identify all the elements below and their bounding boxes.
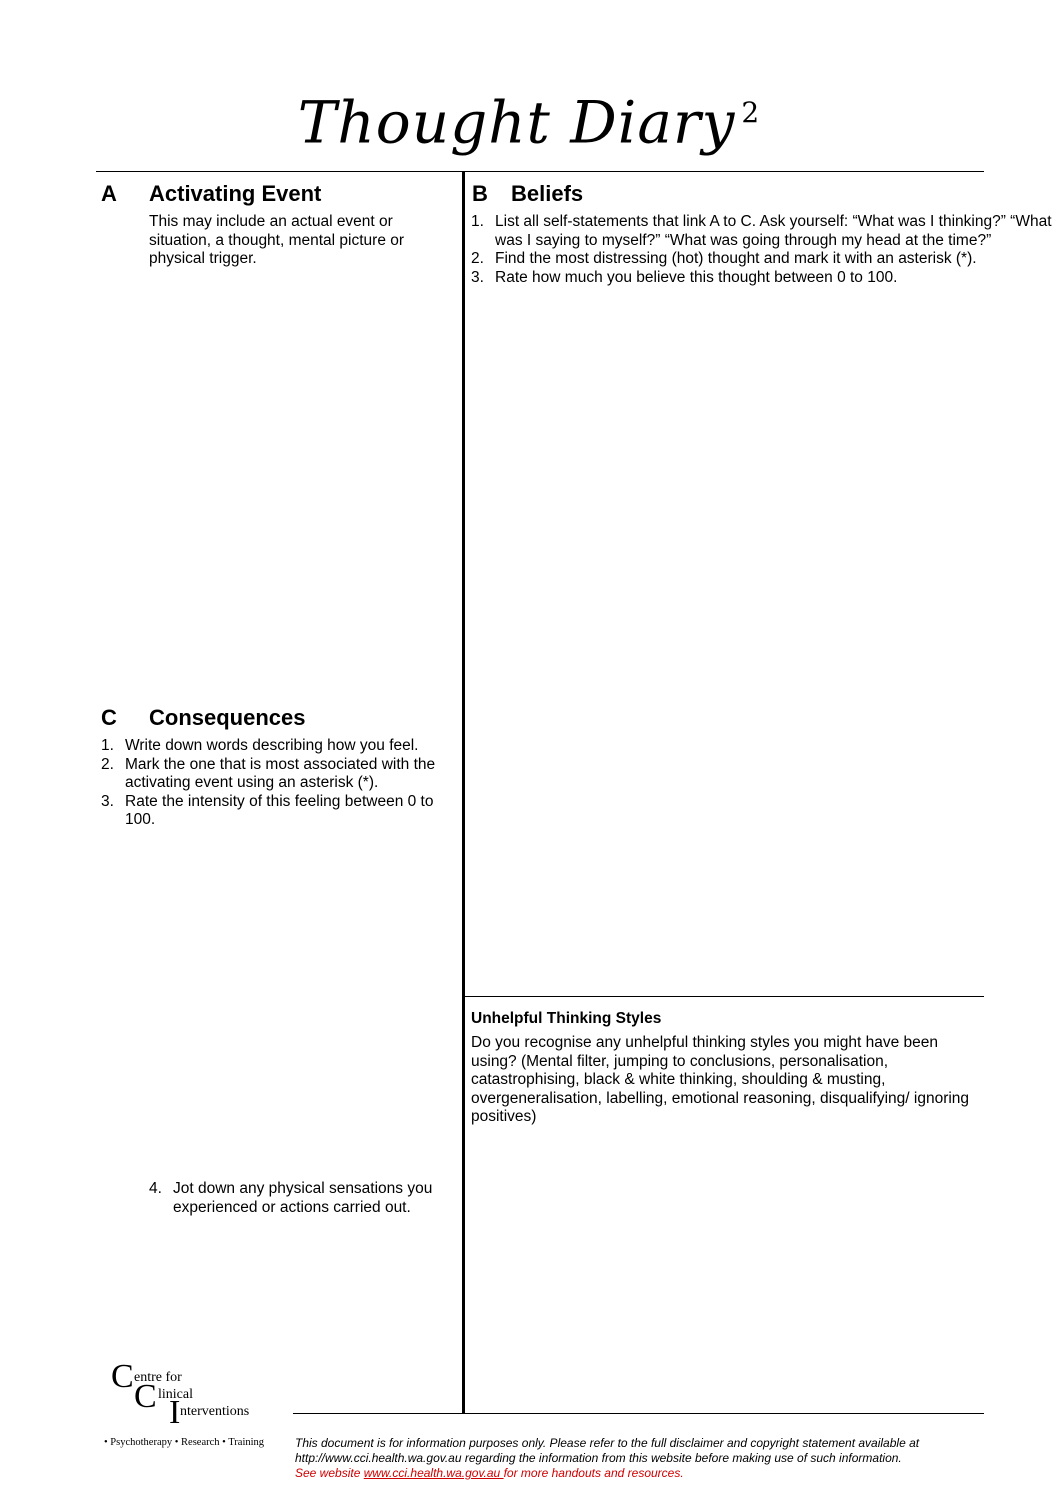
item-text: Write down words describing how you feel. [125, 737, 419, 754]
item-number: 3. [471, 268, 484, 286]
center-divider [462, 171, 465, 1414]
footer-disclaimer: This document is for information purposes only. Please refer to the full disclaimer and copyright statement available at http://www.cci.health.wa.gov.au regarding the information from this website before making use of such information. [295, 1436, 920, 1465]
logo-big-i: I [169, 1394, 181, 1431]
item-number: 3. [101, 792, 114, 810]
website-link[interactable]: www.cci.health.wa.gov.au [363, 1466, 504, 1480]
item-number: 1. [101, 737, 114, 754]
footer-see-prefix: See website [295, 1466, 364, 1480]
item-number: 2. [471, 250, 484, 267]
item-text: Find the most distressing (hot) thought and mark it with an asterisk (*). [495, 250, 977, 267]
section-b-list [471, 213, 1057, 287]
item-number: 1. [471, 213, 484, 230]
logo-line-3: nterventions [180, 1404, 250, 1419]
section-a-letter: A [101, 181, 117, 206]
unhelpful-divider [464, 996, 984, 997]
footer [295, 1436, 985, 1481]
page-title [0, 78, 1058, 157]
section-c-title: Consequences [149, 705, 306, 730]
unhelpful-title: Unhelpful Thinking Styles [471, 1010, 662, 1027]
list-item [471, 269, 1057, 288]
item-text: Jot down any physical sensations you experienced or actions carried out. [173, 1180, 433, 1216]
footer-website-line [295, 1466, 985, 1481]
item-number: 4. [149, 1180, 162, 1197]
item-text: Rate the intensity of this feeling between 0 to 100. [125, 792, 434, 828]
unhelpful-description: Do you recognise any unhelpful thinking styles you might have been using? (Mental filter, jumping to conclusions, personalisation, catastrophising, black & white thinking, shoulding & musting, overgeneralisation, labelling, emotional reasoning, disqualifying/ ignoring positives) [471, 1034, 970, 1125]
item-text: List all self-statements that link A to C. Ask yourself: “What was I thinking?” “What was I saying to myself?” “What was going through my head at the time?” [495, 213, 1052, 249]
title-superscript: 2 [741, 96, 761, 129]
cci-logo [108, 1360, 298, 1440]
logo-line-1: entre for [134, 1370, 182, 1385]
list-item [101, 793, 447, 830]
section-a-description: This may include an actual event or situation, a thought, mental picture or physical trigger. [149, 213, 405, 267]
logo-line-2: linical [158, 1387, 193, 1402]
section-b-letter: B [472, 181, 488, 206]
section-a-header [101, 181, 117, 207]
footer-see-suffix: for more handouts and resources. [503, 1466, 684, 1480]
top-divider [96, 171, 984, 172]
section-a-title: Activating Event [149, 181, 322, 206]
list-item [471, 213, 1057, 250]
item-number: 2. [101, 755, 114, 773]
title-text: Thought Diary [297, 88, 736, 157]
bottom-divider [293, 1413, 984, 1414]
item-text: Mark the one that is most associated with the activating event using an asterisk (*). [125, 755, 436, 791]
section-c-list [101, 737, 447, 830]
item-text: Rate how much you believe this thought between 0 to 100. [495, 268, 898, 286]
list-item [101, 756, 447, 793]
section-b-title: Beliefs [511, 181, 584, 206]
section-c-letter: C [101, 705, 117, 730]
logo-tagline: • Psychotherapy • Research • Training [104, 1437, 265, 1448]
logo-big-c2: C [134, 1378, 157, 1415]
section-c-item-4 [149, 1180, 445, 1217]
list-item [149, 1180, 445, 1217]
logo-big-c1: C [111, 1358, 134, 1395]
list-item [101, 737, 447, 756]
list-item [471, 250, 1057, 269]
